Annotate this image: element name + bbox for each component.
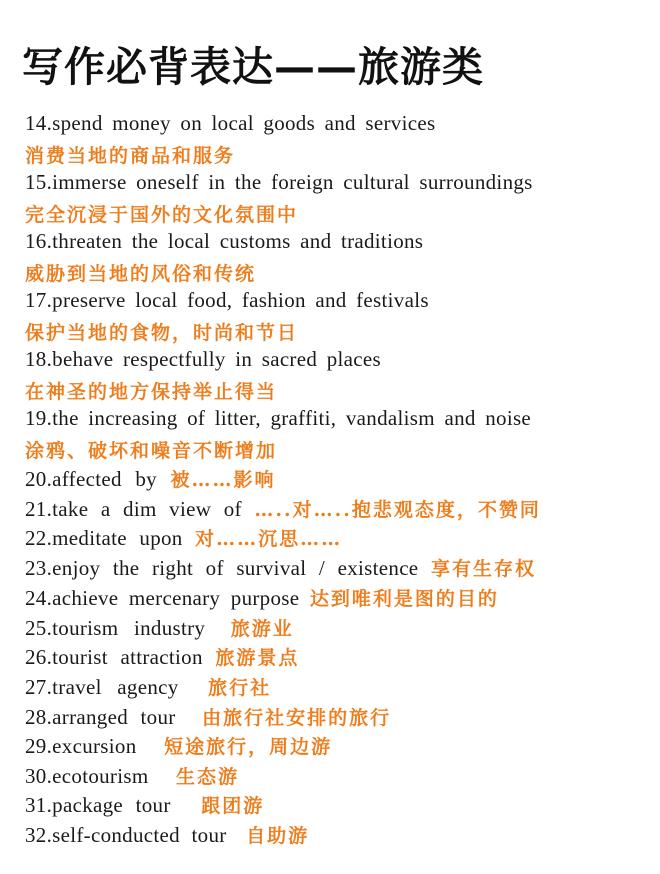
entry-en-15: 15.immerse oneself in the foreign cultural surroundings bbox=[25, 170, 533, 194]
entry-en-26: 26.tourist attraction bbox=[25, 645, 203, 669]
entry-cn-21: …..对…..抱悲观态度，不赞同 bbox=[254, 499, 541, 521]
entry-26 bbox=[25, 643, 299, 670]
entry-en-23: 23.enjoy the right of survival / existence bbox=[25, 556, 419, 580]
entry-en-17: 17.preserve local food, fashion and festivals bbox=[25, 288, 429, 312]
entry-cn-16: 威胁到当地的风俗和传统 bbox=[25, 263, 257, 285]
entry-en-24: 24.achieve mercenary purpose bbox=[25, 586, 300, 610]
entry-31 bbox=[25, 791, 264, 818]
entry-en-20: 20.affected by bbox=[25, 467, 157, 491]
entry-en-31: 31.package tour bbox=[25, 793, 171, 817]
entry-en-22: 22.meditate upon bbox=[25, 526, 183, 550]
entry-cn-32: 自助游 bbox=[246, 825, 310, 847]
entry-29 bbox=[25, 732, 332, 759]
entry-21 bbox=[25, 495, 541, 522]
entry-en-30: 30.ecotourism bbox=[25, 764, 149, 788]
entry-en-29: 29.excursion bbox=[25, 734, 137, 758]
entry-cn-23: 享有生存权 bbox=[431, 558, 537, 580]
entry-en-27: 27.travel agency bbox=[25, 675, 179, 699]
entry-cn-17: 保护当地的食物，时尚和节日 bbox=[25, 322, 299, 344]
entry-27 bbox=[25, 673, 271, 700]
entry-cn-15: 完全沉浸于国外的文化氛围中 bbox=[25, 204, 299, 226]
entry-en-28: 28.arranged tour bbox=[25, 705, 176, 729]
entry-cn-31: 跟团游 bbox=[201, 795, 265, 817]
entry-25 bbox=[25, 614, 294, 641]
entry-28 bbox=[25, 703, 391, 730]
page-title: 写作必背表达——旅游类 bbox=[22, 43, 484, 91]
entry-en-21: 21.take a dim view of bbox=[25, 497, 242, 521]
entry-en-25: 25.tourism industry bbox=[25, 616, 206, 640]
entry-22 bbox=[25, 524, 342, 551]
entry-en-16: 16.threaten the local customs and traditions bbox=[25, 229, 424, 253]
entry-cn-28: 由旅行社安排的旅行 bbox=[202, 707, 392, 729]
entry-cn-26: 旅游景点 bbox=[215, 647, 300, 669]
entry-23 bbox=[25, 554, 536, 581]
entry-24 bbox=[25, 584, 499, 611]
entry-cn-27: 旅行社 bbox=[208, 677, 272, 699]
entry-30 bbox=[25, 762, 239, 789]
entry-cn-20: 被……影响 bbox=[170, 469, 276, 491]
entry-cn-19: 涂鸦、破坏和噪音不断增加 bbox=[25, 440, 278, 462]
entry-en-32: 32.self-conducted tour bbox=[25, 823, 227, 847]
entry-cn-14: 消费当地的商品和服务 bbox=[25, 145, 236, 167]
entry-cn-30: 生态游 bbox=[176, 766, 240, 788]
entry-cn-25: 旅游业 bbox=[230, 618, 294, 640]
entry-cn-18: 在神圣的地方保持举止得当 bbox=[25, 381, 278, 403]
entry-20 bbox=[25, 465, 276, 492]
entry-en-19: 19.the increasing of litter, graffiti, vandalism and noise bbox=[25, 406, 532, 430]
entry-32 bbox=[25, 821, 309, 848]
entry-cn-22: 对……沉思…… bbox=[195, 528, 343, 550]
entry-en-14: 14.spend money on local goods and services bbox=[25, 111, 436, 135]
entry-en-18: 18.behave respectfully in sacred places bbox=[25, 347, 381, 371]
entry-cn-29: 短途旅行，周边游 bbox=[164, 736, 333, 758]
entry-cn-24: 达到唯利是图的目的 bbox=[309, 588, 499, 610]
